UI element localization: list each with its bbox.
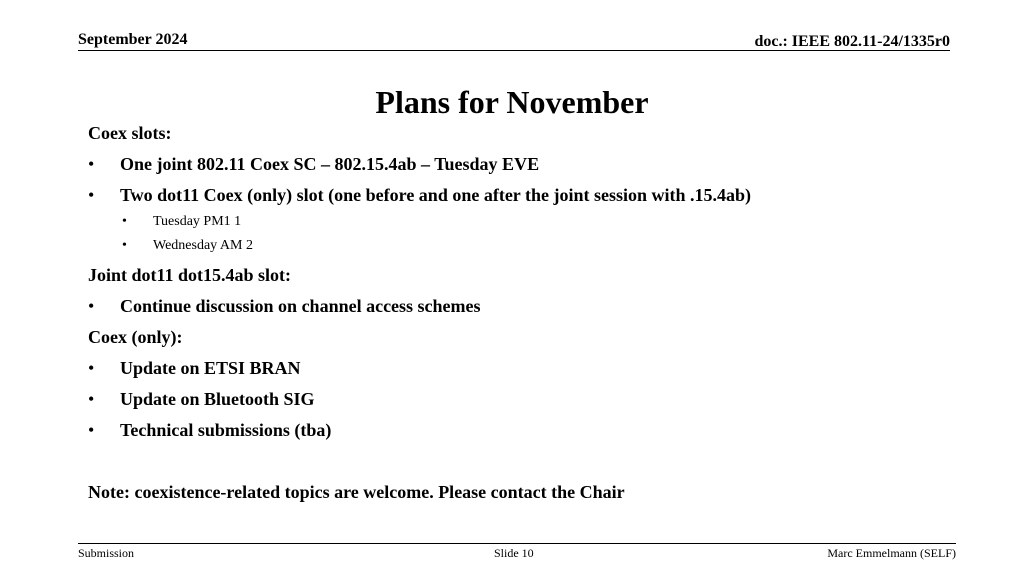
bullet-icon: • [88,358,95,378]
bullet-icon: • [88,296,95,316]
slide-title: Plans for November [375,84,649,120]
footer-author: Marc Emmelmann (SELF) [827,546,956,560]
footer-submission: Submission [78,546,135,560]
list-item-text: Continue discussion on channel access schemes [120,296,481,316]
coex-slots-heading: Coex slots: [88,123,172,143]
coex-only-heading: Coex (only): [88,327,183,347]
bullet-icon: • [88,389,95,409]
footer-divider [78,543,956,544]
header-date: September 2024 [78,31,188,48]
bullet-icon: • [122,238,127,253]
footer-slide-number: Slide 10 [494,546,534,560]
list-item-text: Update on Bluetooth SIG [120,389,315,409]
bullet-icon: • [88,154,95,174]
list-item-text: Two dot11 Coex (only) slot (one before and one after the joint session with .15.4ab) [120,185,751,205]
bullet-icon: • [122,214,127,229]
bullet-icon: • [88,185,95,205]
sub-list-item-text: Wednesday AM 2 [153,238,253,253]
bullet-icon: • [88,420,95,440]
note-text: Note: coexistence-related topics are welcome. Please contact the Chair [88,482,625,502]
list-item-text: Technical submissions (tba) [120,420,332,440]
sub-list-item-text: Tuesday PM1 1 [153,214,242,229]
list-item-text: Update on ETSI BRAN [120,358,301,378]
joint-slot-heading: Joint dot11 dot15.4ab slot: [88,265,292,285]
list-item-text: One joint 802.11 Coex SC – 802.15.4ab – Tuesday EVE [120,154,540,174]
header-doc-id: doc.: IEEE 802.11-24/1335r0 [754,33,950,50]
